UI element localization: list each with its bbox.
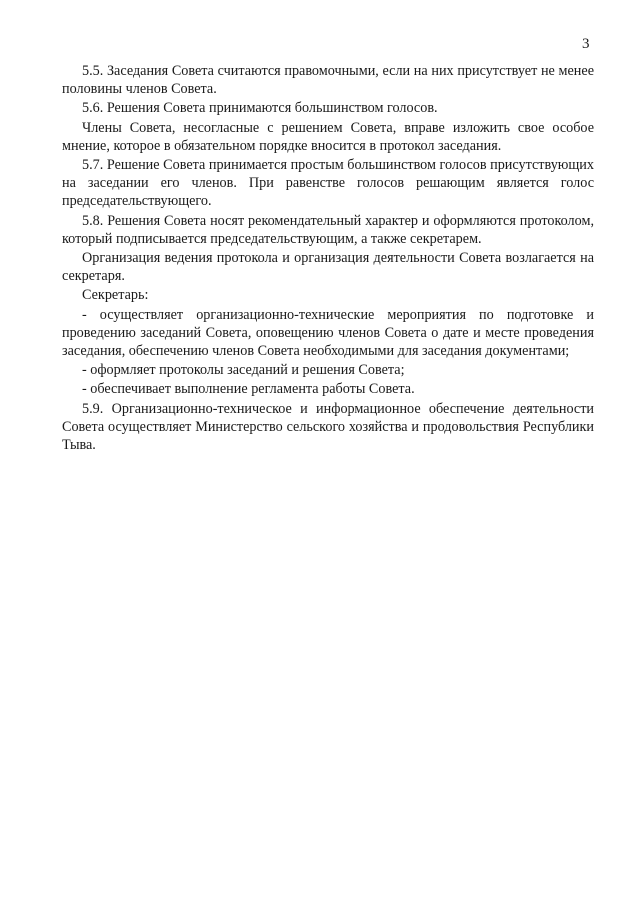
paragraph-5-6: 5.6. Решения Совета принимаются большинством голосов. [82,100,438,117]
paragraph-5-5: 5.5. Заседания Совета считаются правомочными, если на них присутствует не менее половины членов Совета. [62,63,594,98]
list-item-secretary-duty: - оформляет протоколы заседаний и решения Совета; [82,362,405,379]
paragraph-5-9: 5.9. Организационно-техническое и информационное обеспечение деятельности Совета осуществляет Министерство сельского хозяйства и продовольствия Республики Тыва. [62,400,594,454]
paragraph-5-7: 5.7. Решение Совета принимается простым большинством голосов присутствующих на заседании его членов. При равенстве голосов решающим является голос председательствующего. [62,157,594,210]
list-item-secretary-duty: - осуществляет организационно-технические мероприятия по подготовке и проведению заседаний Совета, оповещению членов Совета о дате и месте проведения заседания, обеспечению членов Совета необходимыми для заседания документами; [62,306,594,360]
document-body [62,62,594,454]
paragraph-secretary-heading: Секретарь: [82,287,149,304]
page-number: 3 [582,36,590,52]
paragraph-protocol-organization: Организация ведения протокола и организация деятельности Совета возлагается на секретаря. [62,250,594,285]
list-item-secretary-duty: - обеспечивает выполнение регламента работы Совета. [82,381,415,398]
paragraph-5-8: 5.8. Решения Совета носят рекомендательный характер и оформляются протоколом, который подписывается председательствующим, а также секретарем. [62,212,594,247]
paragraph-dissenting-opinion: Члены Совета, несогласные с решением Совета, вправе изложить свое особое мнение, которое в обязательном порядке вносится в протокол заседания. [62,119,594,154]
